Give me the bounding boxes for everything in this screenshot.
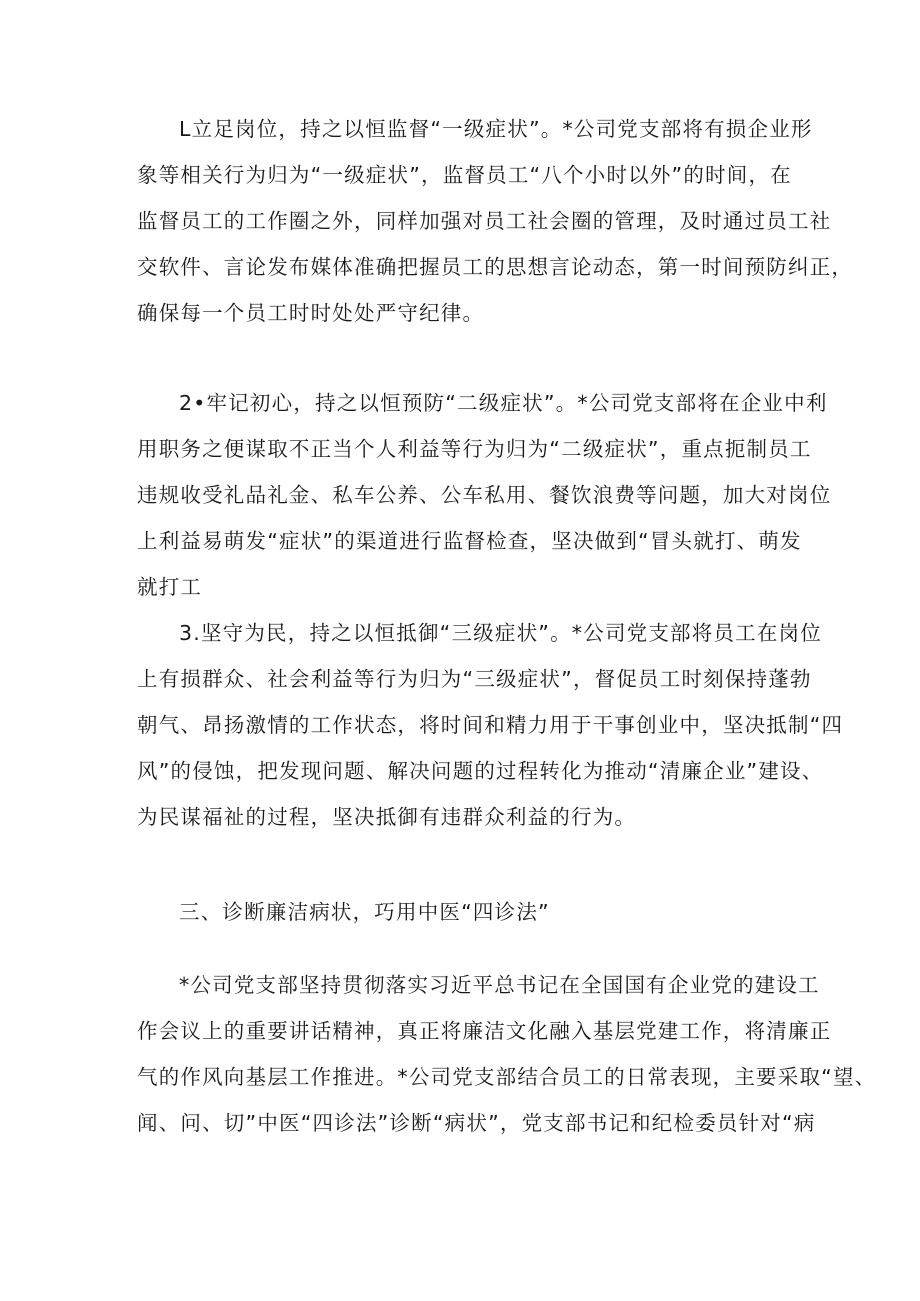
paragraph-line: 监督员工的工作圈之外，同样加强对员工社会圈的管理，及时通过员工社 (137, 209, 832, 233)
paragraph-line: 确保每一个员工时时处处严守纪律。 (137, 301, 485, 325)
paragraph-line: *公司党支部坚持贯彻落实习近平总书记在全国国有企业党的建设工 (179, 973, 820, 997)
section-heading-text: 三、诊断廉洁病状，巧用中医“四诊法” (179, 900, 550, 924)
paragraph-line: 闻、问、切”中医“四诊法”诊断“病状”，党支部书记和纪检委员针对“病 (137, 1111, 816, 1135)
paragraph-line: 就打工 (137, 575, 203, 599)
paragraph-line: 交软件、言论发布媒体准确把握员工的思想言论动态，第一时间预防纠正， (137, 255, 854, 279)
paragraph-second-level-symptoms (137, 380, 832, 610)
paragraph-line: 用职务之便谋取不正当个人利益等行为归为“二级症状”，重点扼制员工 (137, 437, 812, 461)
paragraph-line: 风”的侵蚀，把发现问题、解决问题的过程转化为推动“清廉企业”建设、 (137, 759, 824, 783)
paragraph-line: 上利益易萌发“症状”的渠道进行监督检查，坚决做到“冒头就打、萌发 (137, 529, 802, 553)
section-heading (137, 889, 797, 935)
paragraph-line: 2•牢记初心，持之以恒预防“二级症状”。*公司党支部将在企业中利 (179, 391, 828, 415)
paragraph-line: 气的作风向基层工作推进。*公司党支部结合员工的日常表现，主要采取“望、 (137, 1065, 877, 1089)
paragraph-four-diagnostics (137, 962, 877, 1146)
paragraph-line: 上有损群众、社会利益等行为归为“三级症状”，督促员工时刻保持蓬勃 (137, 667, 812, 691)
paragraph-line: 3.坚守为民，持之以恒抵御“三级症状”。*公司党支部将员工在岗位 (179, 621, 822, 645)
paragraph-line: 作会议上的重要讲话精神，真正将廉洁文化融入基层党建工作，将清廉正 (137, 1019, 832, 1043)
paragraph-third-level-symptoms (137, 610, 844, 840)
paragraph-line: 象等相关行为归为“一级症状”，监督员工“八个小时以外”的时间，在 (137, 163, 792, 187)
paragraph-line: 朝气、昂扬激情的工作状态，将时间和精力用于干事创业中，坚决抵制“四 (137, 713, 844, 737)
paragraph-line: L立足岗位，持之以恒监督“一级症状”。*公司党支部将有损企业形 (179, 117, 813, 141)
paragraph-line: 违规收受礼品礼金、私车公养、公车私用、餐饮浪费等问题，加大对岗位 (137, 483, 832, 507)
paragraph-first-level-symptoms (137, 106, 854, 336)
paragraph-line: 为民谋福祉的过程，坚决抵御有违群众利益的行为。 (137, 805, 637, 829)
